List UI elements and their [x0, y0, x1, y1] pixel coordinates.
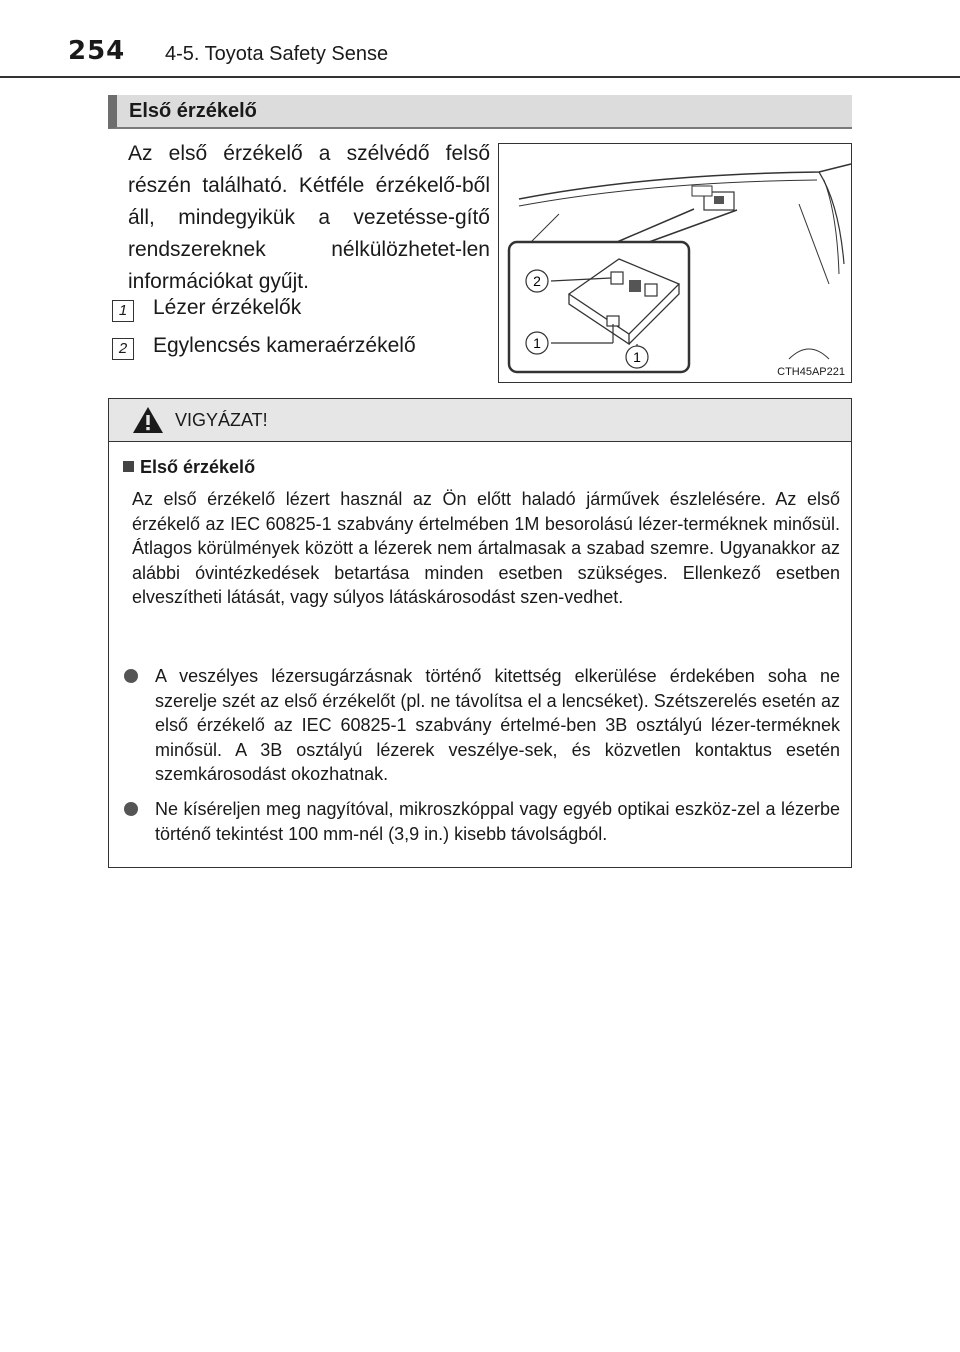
bullet-dot-icon: [124, 802, 138, 816]
warning-paragraph: Az első érzékelő lézert használ az Ön előtt haladó járművek észlelésére. Az első érzékelő az IEC 60825-1 szabvány értelmében 1M besorolású lézer-terméknek minősül. Átlagos körülmények között a lézerek nem ártalmasak a szabad szemre. Ugyanakkor az alábbi óvintézkedések betartása minden esetben szükséges. Ellenkező esetben elveszítheti látását, vagy súlyos látáskárosodást szen-vedhet.: [132, 489, 840, 607]
warning-header: [109, 399, 851, 442]
bullet-text: A veszélyes lézersugárzásnak történő kitettség elkerülése érdekében soha ne szerelje szét az első érzékelőt (pl. ne távolítsa el a lencséket). Szétszerelés esetén az első érzékelő az IEC 60825-1 szabvány értelmé-ben 3B osztályú lézer-terméknek minősül. A 3B osztályú lézerek veszélye-sek, és közvetlen kontaktus esetén szemkárosodást okozhatnak.: [155, 666, 840, 784]
square-bullet-icon: [123, 461, 134, 472]
warning-box: [108, 398, 852, 868]
legend-number: 1: [112, 300, 134, 322]
intro-paragraph: Az első érzékelő a szélvédő felső részén található. Kétféle érzékelő-ből áll, mindegyikük a vezetésse-gítő rendszereknek nélkülözhetet-len információkat gyűjt.: [128, 142, 490, 293]
warning-subheading-text: Első érzékelő: [140, 457, 256, 477]
bullet-text: Ne kíséreljen meg nagyítóval, mikroszkóppal vagy egyéb optikai eszköz-zel a lézerbe történő tekintést 100 mm-nél (3,9 in.) kisebb távolságból.: [155, 799, 840, 844]
legend-number: 2: [112, 338, 134, 360]
header-divider: [0, 76, 960, 78]
warning-subheading: [123, 457, 255, 478]
windshield-sensor-drawing: [499, 144, 853, 384]
warning-triangle-icon: [131, 405, 165, 435]
callout-number: 2: [533, 273, 541, 289]
chapter-title: 4-5. Toyota Safety Sense: [165, 43, 389, 65]
section-heading: [108, 95, 852, 129]
page-number: 254: [68, 36, 126, 66]
bullet-dot-icon: [124, 669, 138, 683]
sensor-illustration: [498, 143, 852, 383]
legend-label: Lézer érzékelők: [153, 296, 302, 319]
section-title: Első érzékelő: [129, 100, 257, 122]
warning-title: VIGYÁZAT!: [175, 410, 268, 430]
legend-label: Egylencsés kameraérzékelő: [153, 334, 416, 357]
figure-code: CTH45AP221: [777, 366, 845, 378]
callout-number: 1: [533, 335, 541, 351]
callout-number: 1: [633, 349, 641, 365]
